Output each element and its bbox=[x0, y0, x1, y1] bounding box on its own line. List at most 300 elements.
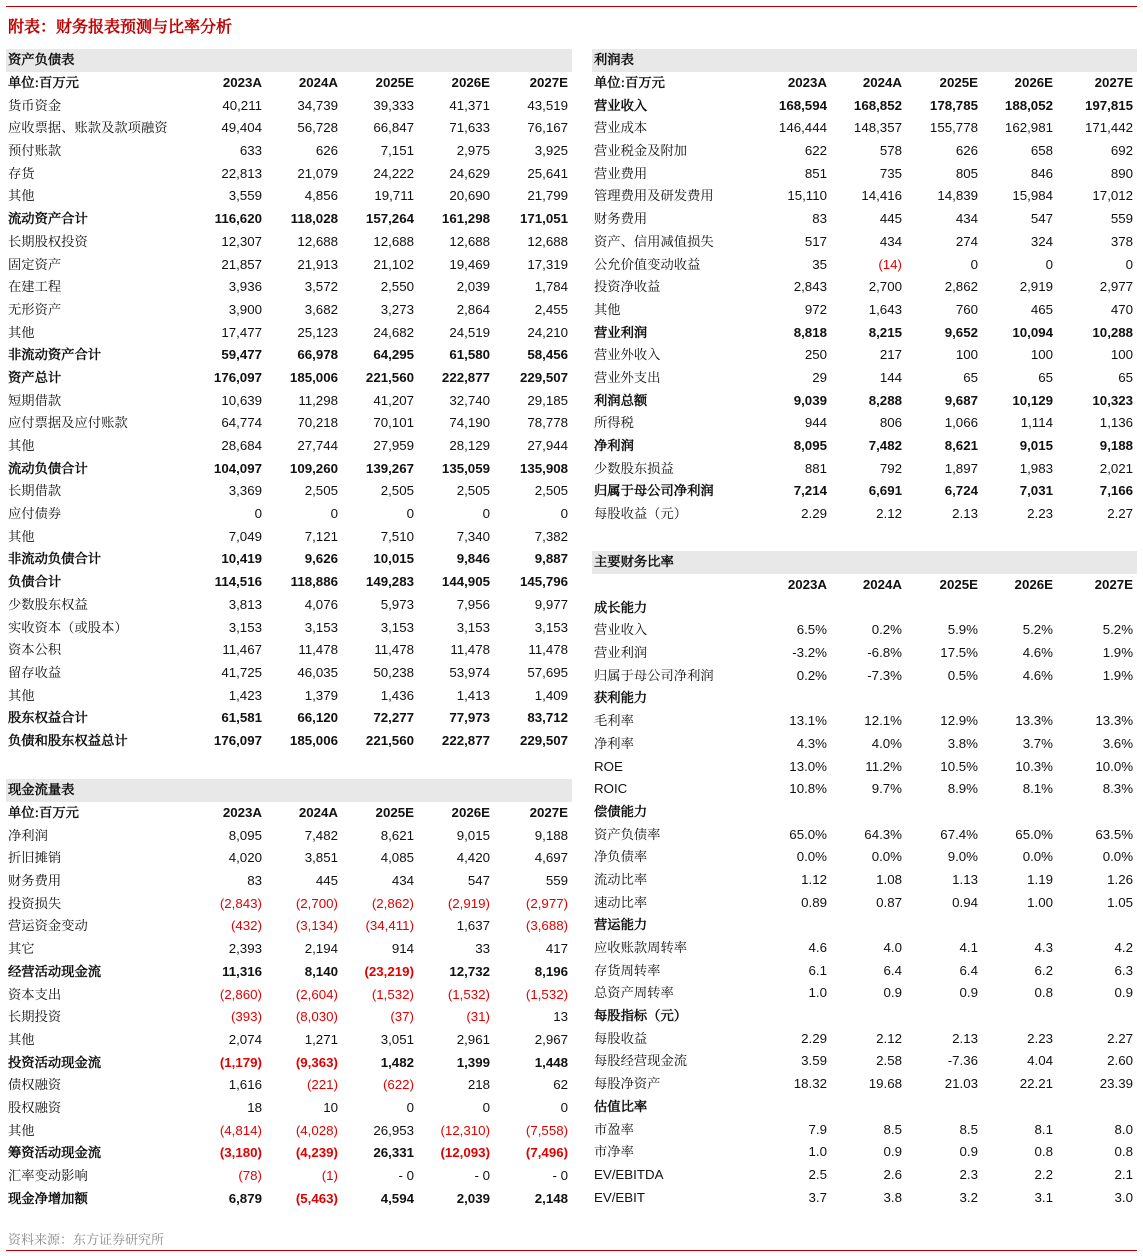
data-row bbox=[6, 1142, 572, 1165]
data-row bbox=[592, 1118, 1137, 1141]
cell-value: (5,463) bbox=[295, 1190, 338, 1206]
data-row bbox=[592, 823, 1137, 846]
row-label: 负债和股东权益总计 bbox=[8, 732, 128, 748]
cell-value: 10,015 bbox=[373, 551, 414, 567]
cell-value: (4,814) bbox=[219, 1122, 262, 1138]
cell-value: 8.5 bbox=[883, 1121, 902, 1137]
row-label: 估值比率 bbox=[594, 1098, 648, 1114]
cell-value: 1,637 bbox=[456, 918, 490, 934]
row-label: 其他 bbox=[8, 438, 35, 454]
row-label: 少数股东权益 bbox=[8, 596, 88, 612]
cell-value: 4.1 bbox=[959, 940, 978, 956]
data-row bbox=[592, 117, 1137, 140]
cell-value: (2,843) bbox=[219, 895, 262, 911]
row-label: 资产负债率 bbox=[594, 826, 661, 842]
section-title: 利润表 bbox=[592, 49, 1137, 72]
data-row bbox=[6, 662, 572, 685]
cell-value: (2,862) bbox=[371, 895, 414, 911]
cell-value: (12,310) bbox=[440, 1122, 490, 1138]
data-row bbox=[592, 1050, 1137, 1073]
data-row bbox=[592, 1164, 1137, 1187]
cell-value: 3,273 bbox=[380, 301, 414, 317]
cell-value: 2.5 bbox=[808, 1166, 827, 1182]
data-row bbox=[592, 869, 1137, 892]
row-label: 营业利润 bbox=[594, 324, 648, 340]
cell-value: 229,507 bbox=[519, 732, 569, 748]
cell-value: 3.59 bbox=[801, 1053, 827, 1069]
cell-value bbox=[906, 1096, 982, 1119]
row-label: 应收票据、账款及款项融资 bbox=[8, 120, 168, 136]
cell-value: 72,277 bbox=[373, 710, 414, 726]
cell-value: 7,340 bbox=[456, 528, 490, 544]
cell-value: 0 bbox=[330, 506, 338, 522]
cell-value: 1.00 bbox=[1027, 894, 1053, 910]
cell-value: (31) bbox=[466, 1009, 490, 1025]
cell-value: 2024A bbox=[862, 577, 902, 593]
row-label: 其他 bbox=[594, 301, 621, 317]
row-label: 存货周转率 bbox=[594, 962, 661, 978]
cell-value: 109,260 bbox=[289, 460, 338, 476]
row-label: 投资损失 bbox=[8, 895, 62, 911]
data-row bbox=[6, 94, 572, 117]
data-row bbox=[592, 1186, 1137, 1209]
data-row bbox=[6, 915, 572, 938]
section-title-row bbox=[6, 779, 572, 802]
cell-value: 1,616 bbox=[228, 1077, 262, 1093]
cell-value: 517 bbox=[804, 233, 827, 249]
cell-value: -7.36 bbox=[947, 1053, 978, 1069]
cell-value: 24,519 bbox=[449, 324, 490, 340]
cell-value: 118,028 bbox=[290, 211, 338, 227]
cell-value: 881 bbox=[804, 460, 827, 476]
cell-value: 43,519 bbox=[527, 97, 569, 113]
data-row bbox=[592, 778, 1137, 801]
data-row bbox=[592, 664, 1137, 687]
cell-value: 6.2 bbox=[1034, 962, 1053, 978]
data-row bbox=[6, 961, 572, 984]
cell-value: 4.6 bbox=[808, 940, 827, 956]
data-row bbox=[592, 733, 1137, 756]
cell-value: -7.3% bbox=[867, 667, 902, 683]
cell-value: (3,688) bbox=[525, 918, 569, 934]
cell-value: 622 bbox=[804, 143, 827, 159]
cell-value: 0.0% bbox=[1102, 849, 1134, 865]
cell-value: 157,264 bbox=[365, 211, 414, 227]
cell-value: 7,382 bbox=[534, 528, 569, 544]
data-row bbox=[6, 870, 572, 893]
cell-value: 27,744 bbox=[297, 438, 338, 454]
cell-value: (2,604) bbox=[295, 986, 338, 1002]
cell-value: 4.3 bbox=[1034, 940, 1053, 956]
row-label: 其他 bbox=[8, 1122, 35, 1138]
row-label: 偿债能力 bbox=[594, 803, 648, 819]
row-label: 流动负债合计 bbox=[8, 460, 88, 476]
cell-value: 1,436 bbox=[380, 687, 414, 703]
cell-value: 12,307 bbox=[221, 233, 262, 249]
cell-value: 2.29 bbox=[801, 506, 827, 522]
cell-value: 890 bbox=[1110, 165, 1134, 181]
cell-value: 2.12 bbox=[876, 506, 902, 522]
data-row bbox=[6, 321, 572, 344]
cell-value: 2,393 bbox=[228, 941, 262, 957]
cell-value: 100 bbox=[1030, 347, 1053, 363]
cell-value: 2,039 bbox=[456, 1190, 490, 1206]
balance-sheet-table bbox=[6, 49, 572, 752]
cell-value: 65.0% bbox=[789, 826, 827, 842]
cell-value: (393) bbox=[230, 1009, 262, 1025]
cell-value: 2026E bbox=[451, 75, 490, 91]
data-row bbox=[6, 1187, 572, 1210]
cell-value: 114,516 bbox=[214, 574, 262, 590]
cell-value: 70,218 bbox=[297, 415, 338, 431]
cell-value: 29,185 bbox=[527, 392, 569, 408]
cell-value: 3,813 bbox=[228, 596, 262, 612]
cell-value: 2.12 bbox=[876, 1030, 902, 1046]
data-row bbox=[592, 937, 1137, 960]
cell-value: 3.0 bbox=[1114, 1189, 1134, 1205]
cell-value: 14,416 bbox=[861, 188, 902, 204]
cell-value: 0.0% bbox=[796, 849, 827, 865]
cell-value: 0 bbox=[406, 506, 414, 522]
cell-value: 9,652 bbox=[944, 324, 978, 340]
cell-value: 2.23 bbox=[1027, 506, 1053, 522]
cell-value: 218 bbox=[467, 1077, 490, 1093]
cell-value: 9,188 bbox=[534, 827, 569, 843]
cell-value: 3.8 bbox=[883, 1189, 902, 1205]
cell-value bbox=[754, 1005, 831, 1028]
row-label: ROE bbox=[594, 758, 623, 774]
cell-value: 1,136 bbox=[1099, 415, 1134, 431]
cell-value: 11,298 bbox=[298, 392, 338, 408]
row-label: 净利率 bbox=[594, 735, 634, 751]
cell-value: 64.3% bbox=[864, 826, 902, 842]
data-row bbox=[592, 162, 1137, 185]
cell-value: 3,153 bbox=[304, 619, 338, 635]
cell-value: 2027E bbox=[1094, 577, 1134, 593]
row-label: 每股收益 bbox=[594, 1030, 648, 1046]
cell-value: 1,379 bbox=[304, 687, 338, 703]
cell-value: 0.9 bbox=[959, 1144, 978, 1160]
row-label: 净利润 bbox=[8, 827, 48, 843]
cell-value: (7,496) bbox=[525, 1145, 569, 1161]
cell-value bbox=[831, 914, 906, 937]
data-row bbox=[6, 548, 572, 571]
cell-value: 4.04 bbox=[1027, 1053, 1053, 1069]
cell-value: 434 bbox=[391, 873, 414, 889]
cell-value: (8,030) bbox=[295, 1009, 338, 1025]
data-row bbox=[592, 208, 1137, 231]
data-row bbox=[6, 1097, 572, 1120]
row-label: 投资净收益 bbox=[594, 279, 661, 295]
cell-value: 8,095 bbox=[228, 827, 262, 843]
row-label: 其他 bbox=[8, 188, 35, 204]
cell-value: 26,331 bbox=[373, 1145, 414, 1161]
data-row bbox=[6, 1074, 572, 1097]
cell-value: 188,052 bbox=[1004, 97, 1053, 113]
cell-value: 10,094 bbox=[1012, 324, 1053, 340]
cell-value: 8.1 bbox=[1034, 1121, 1053, 1137]
cell-value: 49,404 bbox=[221, 120, 262, 136]
cell-value: 64,774 bbox=[221, 415, 262, 431]
cell-value: 2.13 bbox=[952, 506, 978, 522]
cell-value: 76,167 bbox=[527, 120, 569, 136]
header-row bbox=[6, 72, 572, 95]
cell-value: 1,983 bbox=[1019, 460, 1053, 476]
cell-value: 10.8% bbox=[789, 781, 827, 797]
cell-value: 8,288 bbox=[868, 392, 902, 408]
cell-value: 9,977 bbox=[534, 596, 569, 612]
data-row bbox=[592, 185, 1137, 208]
cell-value: 2,977 bbox=[1099, 279, 1134, 295]
cell-value: 0 bbox=[254, 506, 262, 522]
row-label: 应付债券 bbox=[8, 506, 62, 522]
cell-value: 12,688 bbox=[527, 233, 569, 249]
row-label: 筹资活动现金流 bbox=[8, 1145, 102, 1161]
cell-value: 3,153 bbox=[534, 619, 569, 635]
cell-value: 2.13 bbox=[952, 1030, 978, 1046]
cell-value: 2.27 bbox=[1107, 506, 1134, 522]
row-label: 营运资金变动 bbox=[8, 918, 88, 934]
cell-value: 2026E bbox=[1014, 577, 1053, 593]
row-label: 其他 bbox=[8, 324, 35, 340]
cell-value: 17,012 bbox=[1092, 188, 1134, 204]
cell-value: 3,153 bbox=[228, 619, 262, 635]
category-row bbox=[592, 1096, 1137, 1119]
cell-value: 41,371 bbox=[449, 97, 490, 113]
cell-value: 9.0% bbox=[947, 849, 978, 865]
cell-value: 1,482 bbox=[380, 1054, 414, 1070]
data-row bbox=[592, 982, 1137, 1005]
cell-value: 578 bbox=[879, 143, 902, 159]
row-label: 投资活动现金流 bbox=[8, 1054, 102, 1070]
row-label: 应收账款周转率 bbox=[594, 940, 688, 956]
cell-value: 2025E bbox=[939, 577, 978, 593]
row-label: 财务费用 bbox=[594, 211, 648, 227]
cell-value: 0 bbox=[970, 256, 978, 272]
cell-value: 1,066 bbox=[944, 415, 978, 431]
cell-value: 2,021 bbox=[1099, 460, 1134, 476]
cell-value: 1.19 bbox=[1027, 871, 1053, 887]
cell-value: 40,211 bbox=[222, 97, 262, 113]
row-label: 其它 bbox=[8, 941, 35, 957]
cell-value: 64,295 bbox=[373, 347, 414, 363]
row-label: 营业税金及附加 bbox=[594, 143, 688, 159]
cell-value: 9,846 bbox=[456, 551, 490, 567]
cell-value: 12.9% bbox=[940, 713, 978, 729]
cell-value: 22,813 bbox=[221, 165, 262, 181]
cell-value: 171,051 bbox=[519, 211, 569, 227]
cell-value: 434 bbox=[955, 211, 978, 227]
cell-value: 135,908 bbox=[519, 460, 569, 476]
data-row bbox=[6, 571, 572, 594]
cell-value: 39,333 bbox=[373, 97, 414, 113]
row-label: 净负债率 bbox=[594, 849, 648, 865]
cell-value: 100 bbox=[1110, 347, 1134, 363]
cell-value: 3,682 bbox=[304, 301, 338, 317]
data-row bbox=[592, 642, 1137, 665]
cell-value: 0 bbox=[406, 1099, 414, 1115]
row-label: 获利能力 bbox=[594, 690, 648, 706]
cell-value: 4.2 bbox=[1114, 940, 1134, 956]
cell-value: 445 bbox=[879, 211, 902, 227]
cell-value: 65.0% bbox=[1015, 826, 1053, 842]
cell-value: (1,179) bbox=[219, 1054, 262, 1070]
cell-value: 4.0 bbox=[883, 940, 902, 956]
cell-value: 0.89 bbox=[801, 894, 827, 910]
cell-value: 6.4 bbox=[959, 962, 978, 978]
cell-value bbox=[1057, 801, 1137, 824]
cell-value: 4.6% bbox=[1022, 645, 1053, 661]
cell-value: 2.27 bbox=[1107, 1030, 1134, 1046]
cell-value: 2.2 bbox=[1034, 1166, 1053, 1182]
data-row bbox=[6, 185, 572, 208]
cell-value bbox=[831, 801, 906, 824]
cell-value: 144 bbox=[879, 369, 902, 385]
cell-value: 806 bbox=[879, 415, 902, 431]
category-row bbox=[592, 1005, 1137, 1028]
cell-value: 8,140 bbox=[304, 963, 338, 979]
data-row bbox=[592, 321, 1137, 344]
cell-value: 2027E bbox=[529, 75, 569, 91]
cell-value: 792 bbox=[879, 460, 902, 476]
cell-value: 0.8 bbox=[1114, 1144, 1134, 1160]
data-row bbox=[592, 276, 1137, 299]
cell-value: 10,419 bbox=[221, 551, 262, 567]
cell-value bbox=[982, 1005, 1057, 1028]
cell-value: 2.1 bbox=[1114, 1166, 1134, 1182]
cell-value: 1,413 bbox=[456, 687, 490, 703]
data-row bbox=[592, 891, 1137, 914]
cell-value: 2023A bbox=[222, 75, 262, 91]
cell-value: 7,482 bbox=[304, 827, 338, 843]
page-title: 附表：财务报表预测与比率分析 bbox=[8, 19, 233, 36]
cell-value: 9,039 bbox=[793, 392, 827, 408]
cell-value bbox=[906, 914, 982, 937]
cell-value bbox=[831, 1005, 906, 1028]
cell-value: 12,688 bbox=[297, 233, 338, 249]
cell-value: 2026E bbox=[1014, 75, 1053, 91]
cell-value: 41,207 bbox=[373, 392, 414, 408]
cell-value: 0.0% bbox=[1022, 849, 1053, 865]
cell-value: -6.8% bbox=[867, 645, 902, 661]
cell-value: 7.9 bbox=[808, 1121, 827, 1137]
cell-value: 25,123 bbox=[297, 324, 338, 340]
income-statement-table bbox=[592, 49, 1137, 525]
cell-value: 61,581 bbox=[221, 710, 262, 726]
data-row bbox=[6, 389, 572, 412]
cell-value: 10,129 bbox=[1012, 392, 1053, 408]
row-label: 负债合计 bbox=[8, 574, 62, 590]
section-title-row bbox=[592, 551, 1137, 574]
cell-value: 445 bbox=[315, 873, 338, 889]
cell-value: 0 bbox=[1045, 256, 1053, 272]
cell-value: 4,076 bbox=[304, 596, 338, 612]
cell-value: 2027E bbox=[1094, 75, 1134, 91]
cell-value bbox=[754, 596, 831, 619]
data-row bbox=[6, 1119, 572, 1142]
cell-value: 250 bbox=[804, 347, 827, 363]
cell-value: 3,559 bbox=[228, 188, 262, 204]
row-label: 利润总额 bbox=[594, 392, 648, 408]
cell-value: 74,190 bbox=[449, 415, 490, 431]
row-label: 流动比率 bbox=[594, 871, 648, 887]
cell-value bbox=[754, 687, 831, 710]
row-label: 单位:百万元 bbox=[594, 75, 665, 91]
cell-value: 27,944 bbox=[527, 438, 569, 454]
cell-value: 559 bbox=[1110, 211, 1134, 227]
cell-value: 12,732 bbox=[449, 963, 490, 979]
cell-value: (2,977) bbox=[525, 895, 569, 911]
cell-value: 3,051 bbox=[380, 1031, 414, 1047]
cell-value bbox=[982, 914, 1057, 937]
row-label: 短期借款 bbox=[8, 392, 62, 408]
cell-value: 15,984 bbox=[1012, 188, 1053, 204]
cell-value: 2.58 bbox=[876, 1053, 902, 1069]
cell-value: 57,695 bbox=[527, 664, 569, 680]
data-row bbox=[592, 140, 1137, 163]
cell-value: 19,469 bbox=[449, 256, 490, 272]
cell-value: (221) bbox=[306, 1077, 338, 1093]
row-label: 无形资产 bbox=[8, 301, 62, 317]
cell-value: 11,478 bbox=[450, 642, 490, 658]
data-row bbox=[592, 435, 1137, 458]
cell-value: 6,724 bbox=[944, 483, 978, 499]
cell-value: 434 bbox=[879, 233, 902, 249]
cell-value: 26,953 bbox=[373, 1122, 414, 1138]
cell-value: 12,688 bbox=[449, 233, 490, 249]
cell-value: 15,110 bbox=[787, 188, 827, 204]
cell-value: (622) bbox=[382, 1077, 414, 1093]
row-label: 少数股东损益 bbox=[594, 460, 674, 476]
cell-value: 1,399 bbox=[456, 1054, 490, 1070]
cell-value: 559 bbox=[545, 873, 569, 889]
data-row bbox=[592, 344, 1137, 367]
data-row bbox=[592, 1073, 1137, 1096]
cell-value: - 0 bbox=[398, 1168, 414, 1184]
cell-value: 2023A bbox=[222, 805, 262, 821]
cell-value: 3.7% bbox=[1022, 735, 1053, 751]
cell-value: 29 bbox=[812, 369, 827, 385]
cell-value: 846 bbox=[1030, 165, 1053, 181]
cell-value: 65 bbox=[963, 369, 978, 385]
cell-value: 50,238 bbox=[373, 664, 414, 680]
cell-value: (3,180) bbox=[219, 1145, 262, 1161]
data-row bbox=[6, 140, 572, 163]
cell-value: 25,641 bbox=[527, 165, 569, 181]
cell-value: 972 bbox=[804, 301, 827, 317]
cell-value: 21,799 bbox=[527, 188, 569, 204]
row-label: 长期借款 bbox=[8, 483, 62, 499]
cell-value: 3,153 bbox=[380, 619, 414, 635]
cell-value bbox=[1057, 1005, 1137, 1028]
cell-value: 11,478 bbox=[528, 642, 569, 658]
data-row bbox=[6, 594, 572, 617]
row-label: 留存收益 bbox=[8, 664, 62, 680]
row-label: 每股经营现金流 bbox=[594, 1053, 688, 1069]
cell-value: 1,897 bbox=[944, 460, 978, 476]
row-label: 长期股权投资 bbox=[8, 233, 88, 249]
cell-value: 2,862 bbox=[944, 279, 978, 295]
cell-value: 7,151 bbox=[380, 143, 414, 159]
cell-value: 4,085 bbox=[380, 850, 414, 866]
cell-value: 2026E bbox=[451, 805, 490, 821]
data-row bbox=[592, 1141, 1137, 1164]
cell-value: 3.6% bbox=[1102, 735, 1134, 751]
data-row bbox=[6, 730, 572, 753]
cell-value bbox=[1057, 914, 1137, 937]
cell-value: (7,558) bbox=[525, 1122, 569, 1138]
cell-value: 3,851 bbox=[304, 850, 338, 866]
